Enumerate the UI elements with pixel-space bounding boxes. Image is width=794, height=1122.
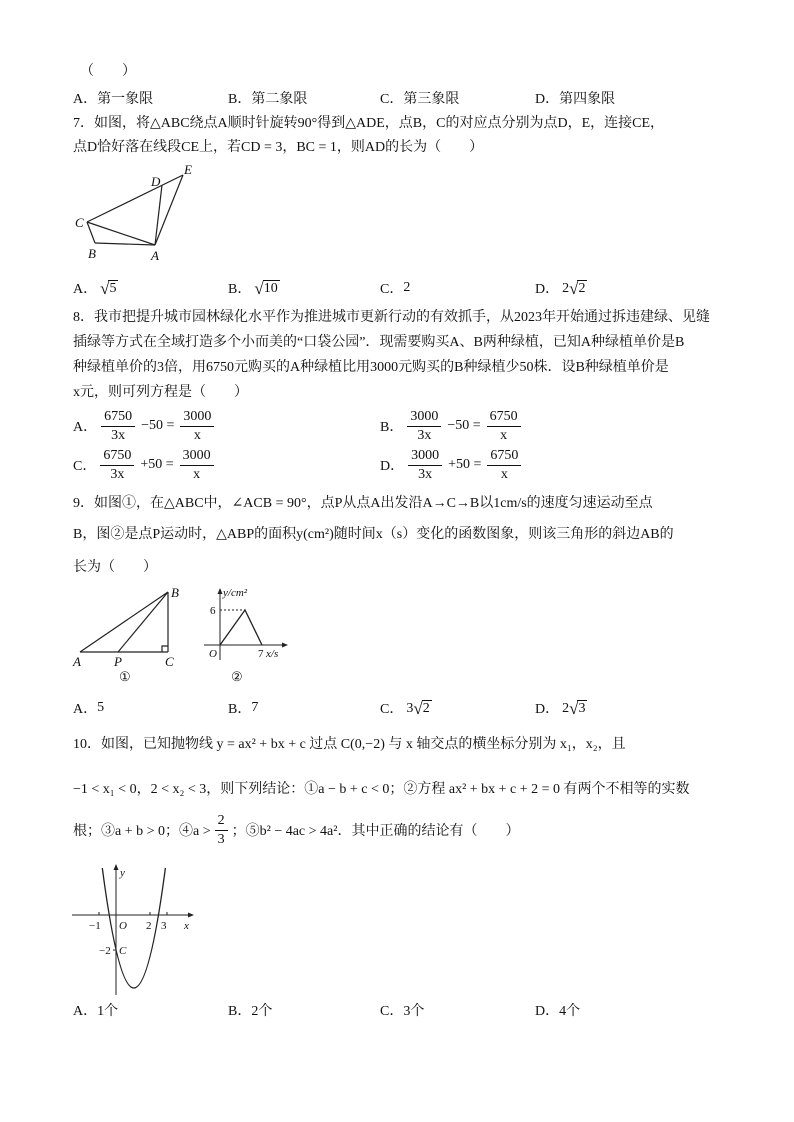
- option-label: B．: [228, 282, 252, 297]
- denominator: 3x: [111, 427, 126, 443]
- radicand: 2: [422, 700, 430, 716]
- figure-caption-1: ①: [119, 669, 131, 684]
- radicand: 3: [578, 700, 586, 716]
- fraction-rhs: [487, 409, 521, 444]
- numerator: 3000: [407, 409, 441, 427]
- label-a: A: [151, 248, 159, 263]
- numerator: 6750: [100, 448, 134, 466]
- label-b: B: [171, 585, 179, 600]
- radical-sign: √: [254, 278, 264, 298]
- label-c: C: [165, 654, 174, 669]
- operator: +50 =: [448, 457, 482, 472]
- denominator: x: [500, 466, 508, 482]
- q7-rotation-figure: [70, 160, 210, 270]
- q8-line-3: 种绿植单价的3倍，用6750元购买的A种绿植比用3000元购买的B种绿植少50株．设B种绿植单价是: [73, 360, 669, 375]
- q7-option-c: [380, 277, 410, 299]
- option-label: D．: [380, 459, 405, 474]
- label-c: C: [75, 215, 84, 230]
- q10-option-b: B．2个: [228, 1004, 273, 1019]
- fraction-lhs: [408, 448, 442, 483]
- denominator: 3x: [417, 427, 432, 443]
- q10-line-2: −1 < x₁ < 0，2 < x₂ < 3，则下列结论：①a − b + c < 0；②方程 ax² + bx + c + 2 = 0 有两个不相等的实数: [73, 782, 690, 797]
- q10-line-3: [73, 811, 519, 849]
- fraction-lhs: [101, 409, 135, 444]
- q9-triangle-figure: [70, 585, 190, 685]
- fraction-lhs: [100, 448, 134, 483]
- q7-line-1: 7．如图，将△ABC绕点A顺时针旋转90°得到△ADE，点B，C的对应点分别为点D，E，连接CE，: [73, 116, 665, 131]
- square-root: [562, 699, 587, 718]
- q8-line-1: 8．我市把提升城市园林绿化水平作为推进城市更新行动的有效抓手，从2023年开始通过拆违建绿、见缝: [73, 310, 710, 325]
- option-value: 7: [251, 700, 259, 715]
- numerator: 6750: [487, 409, 521, 427]
- numerator: 6750: [487, 448, 521, 466]
- q7-option-a: [73, 277, 118, 299]
- x-axis-arrow: [188, 913, 194, 918]
- parabola-curve: [102, 868, 165, 988]
- option-label: C．: [73, 459, 97, 474]
- coefficient: 2: [562, 280, 570, 296]
- segment-ce: [87, 175, 183, 222]
- q6-option-b: B．第二象限: [228, 92, 308, 107]
- label-a: A: [73, 654, 81, 669]
- y-tick-label-neg2: −2: [99, 945, 111, 957]
- radical-sign: √: [569, 278, 579, 298]
- y-axis-arrow: [114, 864, 119, 870]
- point-c-label: C: [119, 945, 127, 957]
- option-label: A．: [73, 420, 98, 435]
- q9-line-2: B，图②是点P运动时，△ABP的面积y(cm²)随时间x（s）变化的函数图象，则该三角形的斜边AB的: [73, 527, 674, 542]
- area-curve: [220, 610, 262, 645]
- q8-option-b: [380, 407, 525, 445]
- radical-sign: √: [413, 698, 423, 718]
- segment-ab: [80, 592, 168, 652]
- option-value: 2: [403, 280, 411, 295]
- x-tick-label-2: 2: [146, 920, 152, 932]
- operator: −50 =: [141, 418, 175, 433]
- denominator: x: [193, 427, 201, 443]
- q9-line-1: 9．如图①，在△ABC中，∠ACB = 90°，点P从点A出发沿A→C→B以1cm/s的速度匀速运动至点: [73, 496, 653, 511]
- numerator: 3000: [180, 409, 214, 427]
- fraction-two-thirds: [215, 813, 228, 848]
- option-label: B．: [228, 702, 252, 717]
- q6-option-a: A．第一象限: [73, 92, 154, 107]
- x-axis-arrow: [282, 643, 288, 648]
- numerator: 2: [215, 813, 228, 831]
- answer-paren: （ ）: [80, 64, 136, 79]
- square-root: [406, 699, 431, 718]
- q7-line-2: 点D恰好落在线段CE上，若CD = 3，BC = 1，则AD的长为（ ）: [73, 140, 484, 155]
- square-root: [254, 279, 279, 298]
- q10-option-d: D．4个: [535, 1004, 581, 1019]
- q7-option-d: [535, 277, 587, 299]
- radical-sign: √: [569, 698, 579, 718]
- label-d: D: [151, 174, 161, 189]
- square-root: [562, 279, 587, 298]
- denominator: 3x: [418, 466, 433, 482]
- radicand: 5: [109, 280, 117, 296]
- x-tick-label-neg1: −1: [89, 920, 101, 932]
- denominator: x: [500, 427, 508, 443]
- square-root: [100, 279, 118, 298]
- fraction-rhs: [180, 409, 214, 444]
- q10-parabola-figure: [68, 862, 198, 997]
- radicand: 2: [578, 280, 586, 296]
- y-tick-6: 6: [210, 605, 216, 617]
- q7-option-b: [228, 277, 280, 299]
- numerator: 6750: [101, 409, 135, 427]
- denominator: 3x: [110, 466, 125, 482]
- origin-label: O: [209, 648, 217, 660]
- q9-option-b: [228, 697, 258, 719]
- operator: −50 =: [447, 418, 481, 433]
- coefficient: 2: [562, 700, 570, 716]
- q6-option-c: C．第三象限: [380, 92, 460, 107]
- q10-line-1: 10．如图，已知抛物线 y = ax² + bx + c 过点 C(0,−2) 与 x 轴交点的横坐标分别为 x₁，x₂，且: [73, 737, 626, 752]
- x-axis-label: x/s: [266, 648, 279, 660]
- q10-option-a: A．1个: [73, 1004, 119, 1019]
- operator: +50 =: [140, 457, 174, 472]
- q9-option-c: [380, 697, 432, 719]
- q9-area-graph: [198, 585, 293, 685]
- x-tick-7: 7: [258, 648, 264, 660]
- segment-pb: [118, 592, 168, 652]
- y-axis-label: y/cm²: [223, 587, 248, 599]
- option-label: A．: [73, 702, 98, 717]
- option-label: C．: [380, 702, 404, 717]
- radical-sign: √: [100, 278, 110, 298]
- q10-line-3-after: ；⑤b² − 4ac > 4a²．其中正确的结论有（ ）: [231, 824, 520, 839]
- option-label: B．: [380, 420, 404, 435]
- fraction-lhs: [407, 409, 441, 444]
- option-value: 5: [97, 700, 105, 715]
- q10-line-3-before: 根；③a + b > 0；④a >: [73, 824, 211, 839]
- numerator: 3000: [180, 448, 214, 466]
- q9-line-3: 长为（ ）: [73, 560, 157, 575]
- segment-ca: [87, 222, 155, 245]
- fraction-rhs: [180, 448, 214, 483]
- right-angle-mark: [162, 646, 168, 652]
- q8-line-2: 插绿等方式在全域打造多个小而美的“口袋公园”．现需要购买A、B两种绿植，已知A种绿植单价是B: [73, 335, 685, 350]
- label-b: B: [88, 246, 96, 261]
- option-label: D．: [535, 282, 560, 297]
- coefficient: 3: [406, 700, 414, 716]
- radicand: 10: [263, 280, 278, 296]
- option-label: D．: [535, 702, 560, 717]
- q9-option-a: [73, 697, 104, 719]
- denominator: 3: [217, 831, 225, 847]
- q6-option-d: D．第四象限: [535, 92, 616, 107]
- y-axis-label: y: [120, 867, 125, 879]
- fraction-rhs: [487, 448, 521, 483]
- label-e: E: [184, 162, 192, 177]
- x-axis-label: x: [184, 920, 189, 932]
- x-tick-label-3: 3: [161, 920, 167, 932]
- numerator: 3000: [408, 448, 442, 466]
- q10-option-c: C．3个: [380, 1004, 425, 1019]
- denominator: x: [193, 466, 201, 482]
- q8-option-c: [73, 446, 218, 484]
- figure-caption-2: ②: [231, 669, 243, 684]
- q8-line-4: x元，则可列方程是（ ）: [73, 385, 248, 400]
- option-label: C．: [380, 282, 404, 297]
- option-label: A．: [73, 282, 98, 297]
- q8-option-a: [73, 407, 218, 445]
- label-p: P: [114, 654, 122, 669]
- y-axis-arrow: [218, 588, 223, 594]
- origin-label: O: [119, 920, 127, 932]
- q8-option-d: [380, 446, 525, 484]
- segment-ba: [95, 243, 155, 245]
- q9-option-d: [535, 697, 587, 719]
- segment-cb: [87, 222, 95, 243]
